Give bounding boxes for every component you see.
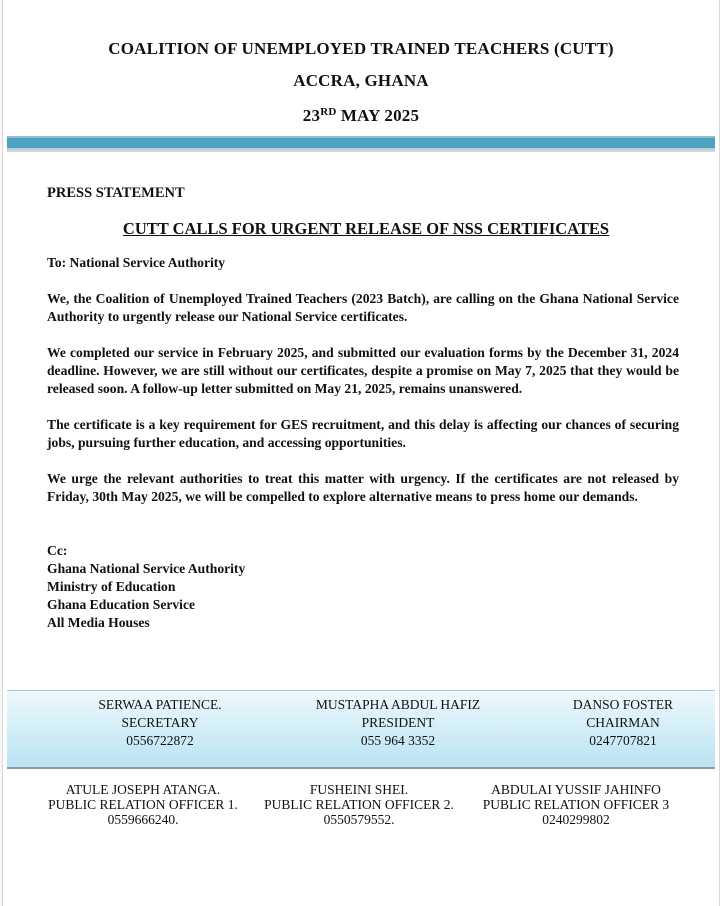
statement-body <box>47 184 679 632</box>
pro-name: FUSHEINI SHEI. <box>309 782 409 797</box>
signatory-title: PRESIDENT <box>361 715 435 730</box>
signatory-name: SERWAA PATIENCE. <box>98 697 222 712</box>
letterhead <box>3 0 719 126</box>
signatory-phone: 0556722872 <box>126 733 194 748</box>
cc-label: Cc: <box>47 543 68 558</box>
organization-location: ACCRA, GHANA <box>293 71 429 90</box>
cc-block <box>47 542 679 632</box>
cc-recipient: Ghana Education Service <box>47 597 196 612</box>
signatory-phone: 055 964 3352 <box>360 733 436 748</box>
cc-recipient: Ministry of Education <box>47 579 176 594</box>
signatory-secretary <box>75 696 245 750</box>
pro-name: ATULE JOSEPH ATANGA. <box>65 782 221 797</box>
pro-officer-3 <box>473 782 679 827</box>
signatory-name: DANSO FOSTER <box>572 697 674 712</box>
signatory-name: MUSTAPHA ABDUL HAFIZ <box>315 697 481 712</box>
paragraph: We, the Coalition of Unemployed Trained Teachers (2023 Batch), are calling on the Ghana National Service Authority to urgently release our National Service certificates. <box>47 291 679 324</box>
signatory-title: CHAIRMAN <box>586 715 660 730</box>
document-page <box>2 0 720 906</box>
pro-name: ABDULAI YUSSIF JAHINFO <box>491 782 661 797</box>
pro-title: PUBLIC RELATION OFFICER 2. <box>264 797 454 812</box>
header-divider-bar <box>7 136 715 152</box>
organization-name: COALITION OF UNEMPLOYED TRAINED TEACHERS (CUTT) <box>108 39 614 58</box>
signatories-band <box>7 690 715 769</box>
signatory-president <box>293 696 503 750</box>
cc-recipient: All Media Houses <box>47 615 150 630</box>
addressee: To: National Service Authority <box>47 255 226 270</box>
pro-title: PUBLIC RELATION OFFICER 3 <box>482 797 670 812</box>
press-statement-label: PRESS STATEMENT <box>47 185 185 201</box>
pro-phone: 0559666240. <box>107 812 179 827</box>
date-suffix: RD <box>320 106 337 118</box>
pro-officer-2 <box>255 782 463 827</box>
signatory-chairman <box>545 696 701 750</box>
paragraph: We urge the relevant authorities to treat this matter with urgency. If the certificates are not released by Friday, 30th May 2025, we will be compelled to explore alternative means to press home our demands. <box>47 471 679 504</box>
paragraph: We completed our service in February 2025, and submitted our evaluation forms by the December 31, 2024 deadline. However, we are still without our certificates, despite a promise on May 7, 2025 that they would be released soon. A follow-up letter submitted on May 21, 2025, remains unanswered. <box>47 345 679 396</box>
pro-title: PUBLIC RELATION OFFICER 1. <box>48 797 238 812</box>
date-day: 23 <box>302 106 321 125</box>
pro-officer-1 <box>41 782 245 827</box>
signatory-title: SECRETARY <box>121 715 199 730</box>
cc-recipient: Ghana National Service Authority <box>47 561 246 576</box>
pro-phone: 0240299802 <box>542 812 610 827</box>
statement-headline: CUTT CALLS FOR URGENT RELEASE OF NSS CERTIFICATES <box>122 219 610 238</box>
pro-phone: 0550579552. <box>323 812 395 827</box>
paragraph: The certificate is a key requirement for GES recruitment, and this delay is affecting our chances of securing jobs, pursuing further education, and accessing opportunities. <box>47 417 679 450</box>
signatory-phone: 0247707821 <box>589 733 657 748</box>
document-date <box>3 102 719 126</box>
date-month-year: MAY 2025 <box>336 106 420 125</box>
